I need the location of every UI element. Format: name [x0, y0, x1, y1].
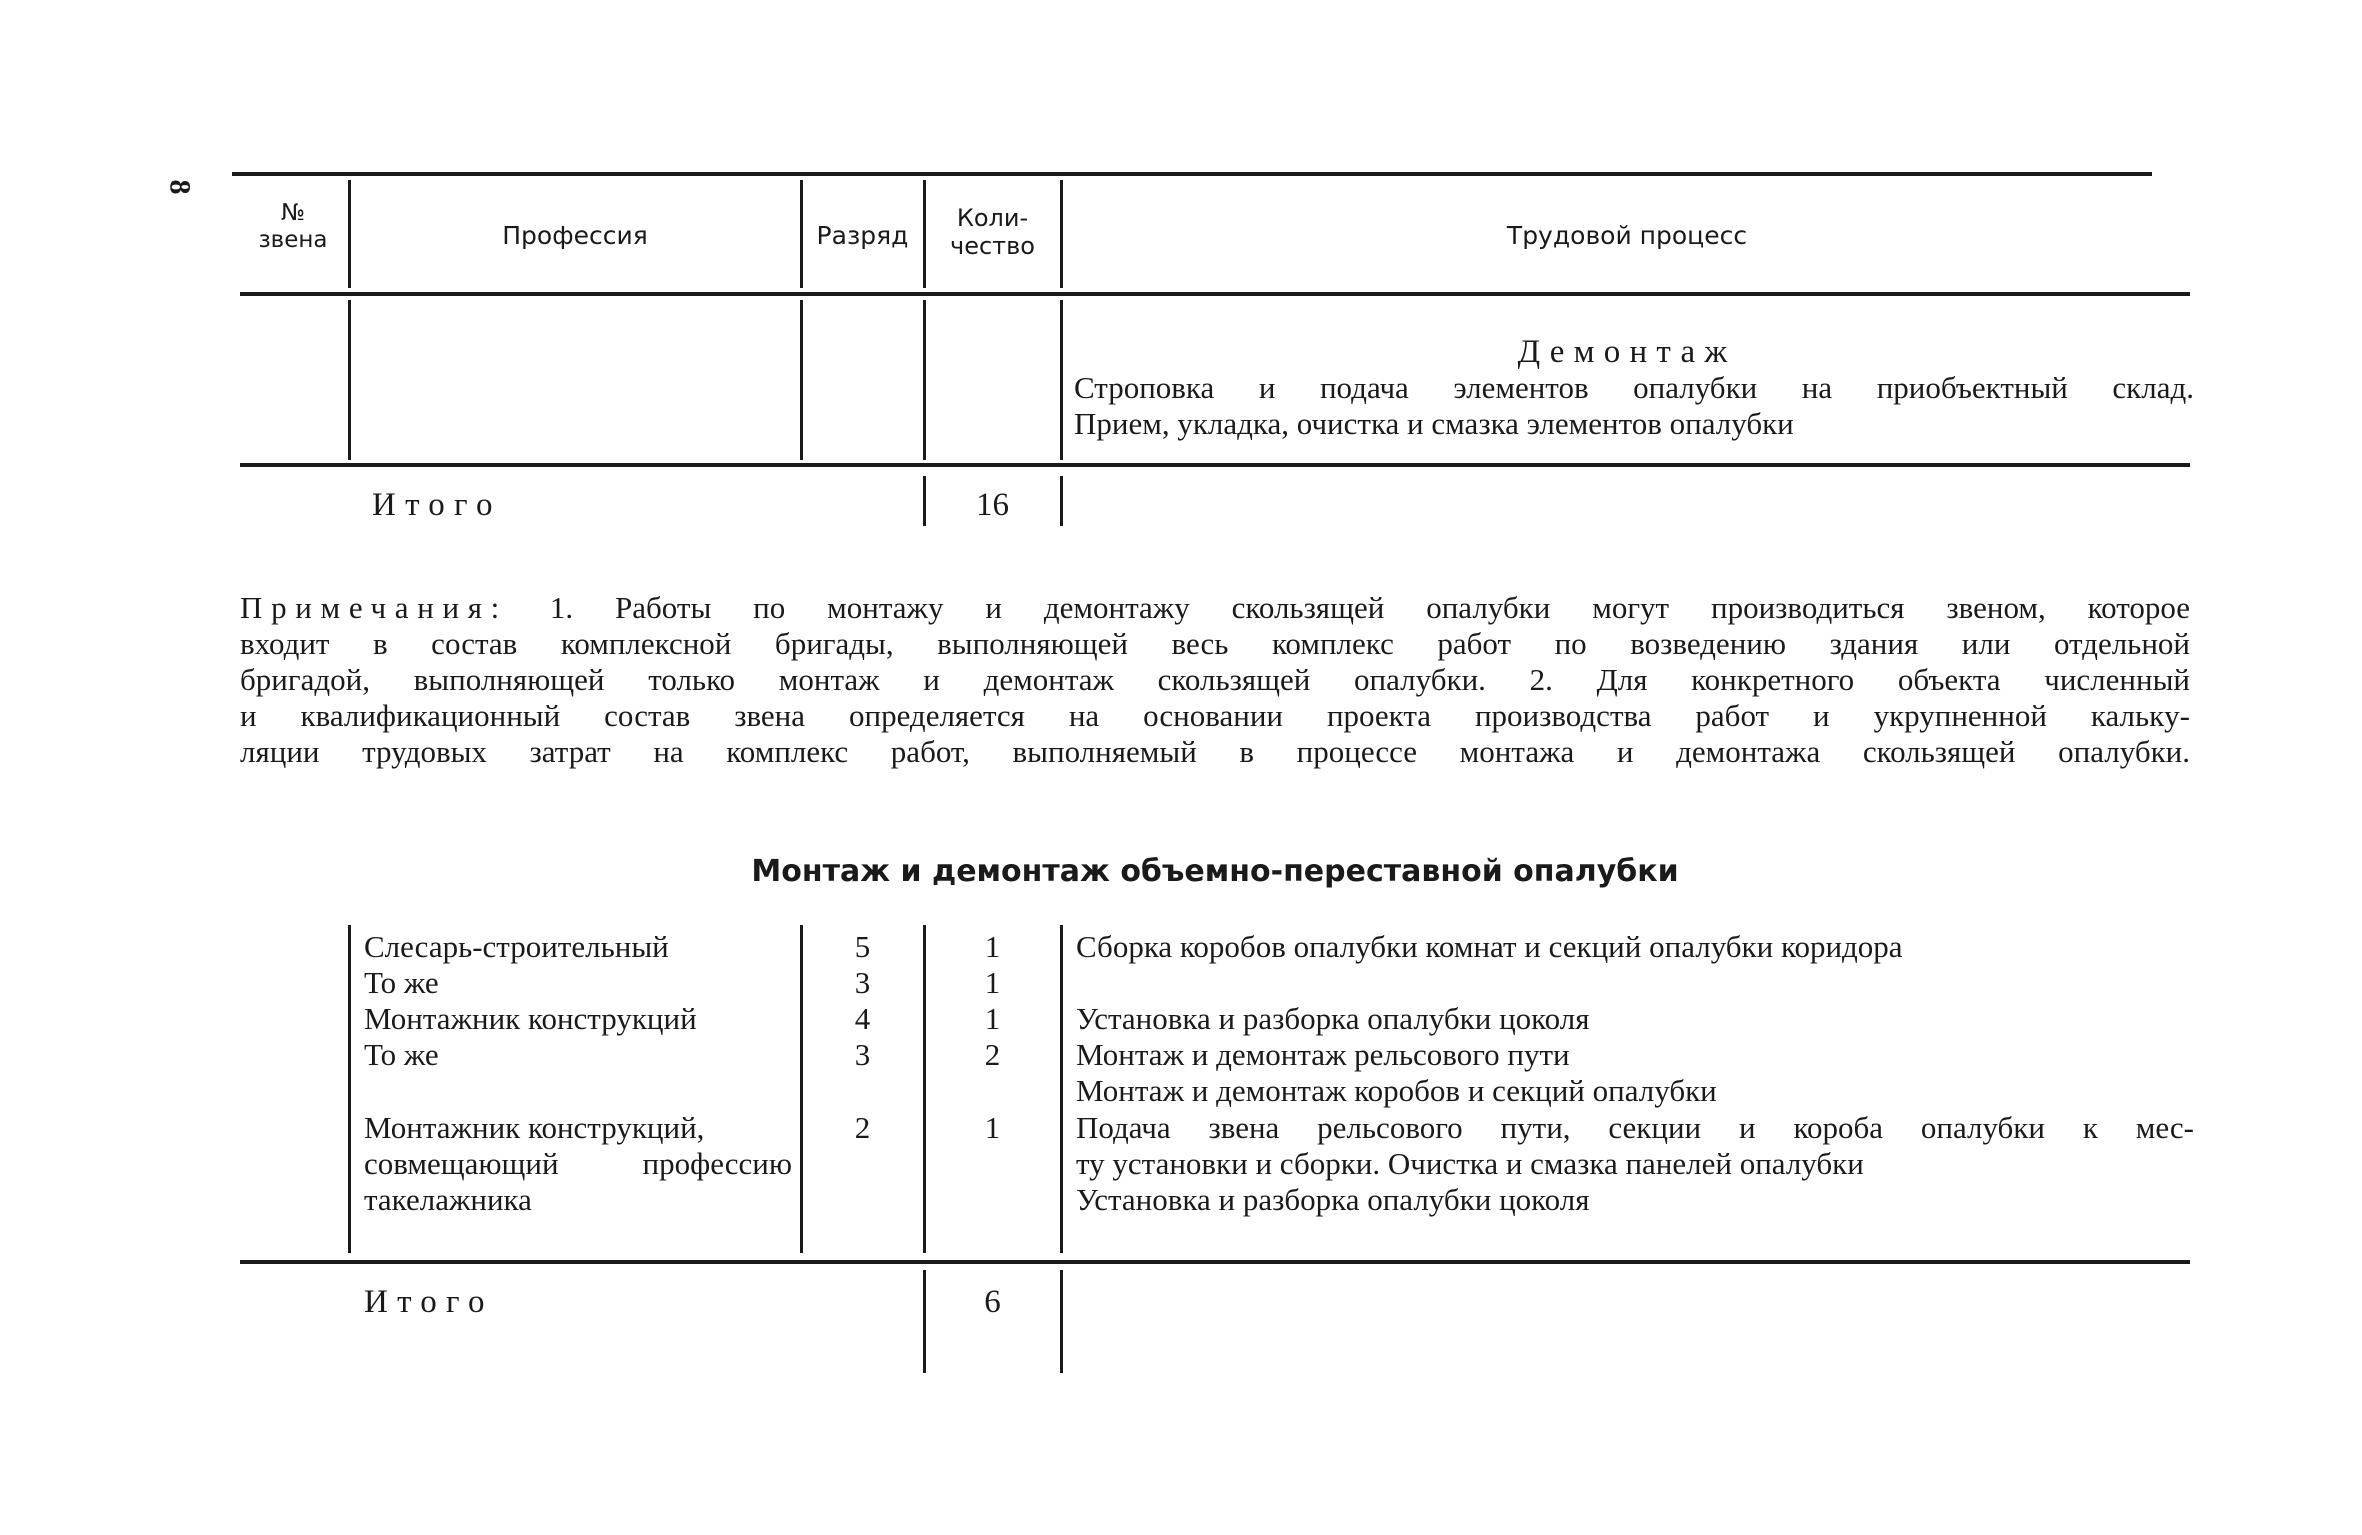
row-grade: 3 [854, 1037, 871, 1072]
notes-line: и квалификационный состав звена определяется на основании проекта производства работ и укрупненной калькy- [240, 698, 2190, 733]
process-line: Прием, укладка, очистка и смазка элементов опалубки [1074, 406, 1794, 441]
notes-line: ляции трудовых затрат на комплекс работ, выполняемый в процессе монтажа и демонтажа скользящей опалубки. [240, 734, 2190, 769]
table1-divider [800, 300, 803, 460]
process-line: Строповка и подача элементов опалубки на приобъектный склад. [1074, 370, 2194, 405]
header-team-no-line1: № [281, 200, 305, 226]
notes-line: бригадой, выполняющей только монтаж и демонтаж скользящей опалубки. 2. Для конкретного объекта численный [240, 662, 2190, 697]
row-profession: такелажника [364, 1182, 532, 1217]
notes-label: Примечания: [240, 590, 508, 625]
row-process: Монтаж и демонтаж коробов и секций опалубки [1076, 1073, 1717, 1108]
row-process: Установка и разборка опалубки цоколя [1076, 1001, 1590, 1036]
header-team-no-line2: звена [258, 227, 328, 253]
row-process: Подача звена рельсового пути, секции и короба опалубки к мес- [1076, 1110, 2194, 1145]
row-process: Монтаж и демонтаж рельсового пути [1076, 1037, 1570, 1072]
row-grade: 5 [854, 929, 871, 964]
header-quantity-line1: Коли- [956, 204, 1029, 232]
notes-text: 1. Работы по монтажу и демонтажу скользящей опалубки могут производиться звеном, которое [549, 590, 2190, 625]
table2-divider [1060, 925, 1063, 1253]
table1-divider [923, 180, 926, 288]
row-process: Установка и разборка опалубки цоколя [1076, 1182, 1590, 1217]
header-quantity-line2: чество [950, 232, 1035, 260]
table1-top-rule [232, 172, 2152, 176]
table2-divider [923, 925, 926, 1253]
page-number: 8 [163, 179, 197, 195]
header-profession: Профессия [502, 221, 648, 250]
table2-divider [800, 925, 803, 1253]
notes [240, 590, 2190, 770]
table2-total-rule [240, 1260, 2190, 1264]
row-quantity: 2 [984, 1037, 1001, 1072]
header-quantity [927, 206, 1058, 258]
row-profession: Слесарь-строительный [364, 929, 669, 964]
total-label: Итого [372, 487, 502, 523]
row-quantity: 1 [984, 965, 1001, 1000]
row-profession: То же [364, 965, 439, 1000]
row-profession: То же [364, 1037, 439, 1072]
header-team-no [240, 202, 346, 252]
table1-divider [800, 180, 803, 288]
table1-divider [1060, 300, 1063, 460]
total-quantity: 16 [976, 487, 1009, 523]
table2-title: Монтаж и демонтаж объемно-переставной опалубки [751, 854, 1679, 889]
row-quantity: 1 [984, 1001, 1001, 1036]
row-profession: Монтажник конструкций, [364, 1110, 705, 1145]
section-title-dismantling: Демонтаж [1517, 334, 1737, 370]
table1-total-rule [240, 463, 2190, 467]
header-labor-process: Трудовой процесс [1506, 221, 1748, 250]
row-process: ту установки и сборки. Очистка и смазка панелей опалубки [1076, 1146, 1864, 1181]
notes-line [240, 590, 2190, 626]
table2-divider [348, 925, 351, 1253]
row-grade: 2 [854, 1110, 871, 1145]
notes-line: входит в состав комплексной бригады, выполняющей весь комплекс работ по возведению здания или отдельной [240, 626, 2190, 661]
total-label: Итого [364, 1284, 494, 1320]
row-profession: совмещающий профессию [364, 1146, 792, 1181]
row-quantity: 1 [984, 929, 1001, 964]
table1-divider [1060, 180, 1063, 288]
header-grade: Разряд [816, 221, 909, 250]
table2-divider [1060, 1270, 1063, 1373]
row-grade: 3 [854, 965, 871, 1000]
table1-divider [923, 476, 926, 526]
row-profession: Монтажник конструкций [364, 1001, 697, 1036]
table1-divider [923, 300, 926, 460]
row-process: Сборка коробов опалубки комнат и секций опалубки коридора [1076, 929, 1903, 964]
table2-divider [923, 1270, 926, 1373]
table1-divider [348, 180, 351, 288]
total-quantity: 6 [984, 1284, 1001, 1320]
table1-header-rule [240, 292, 2190, 296]
row-grade: 4 [854, 1001, 871, 1036]
table1-divider [1060, 476, 1063, 526]
row-quantity: 1 [984, 1110, 1001, 1145]
table1-divider [348, 300, 351, 460]
